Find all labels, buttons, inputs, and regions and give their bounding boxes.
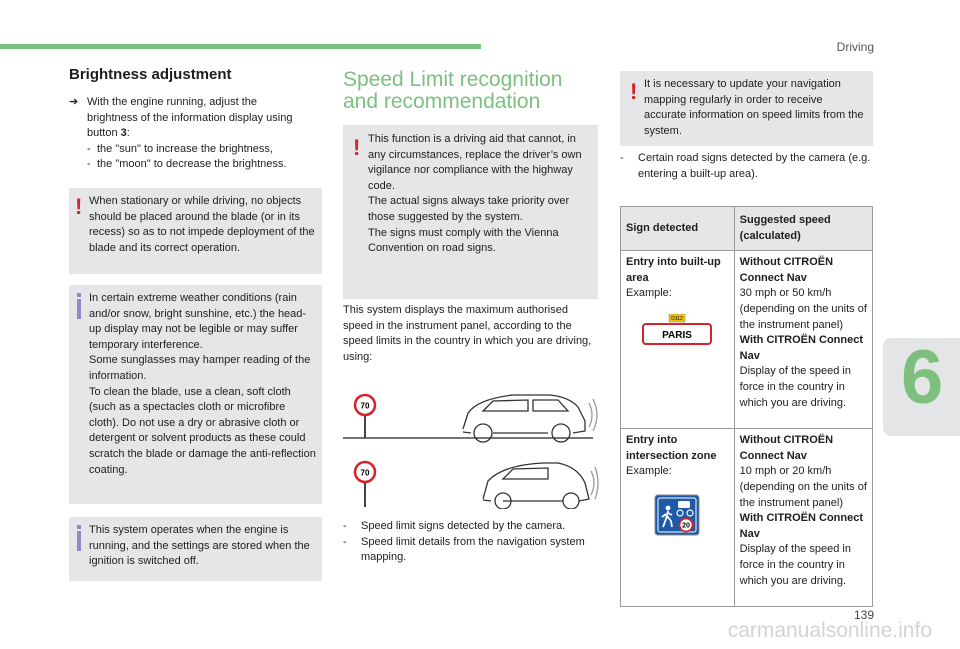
speed-cell (734, 429, 872, 607)
info-text: Some sunglasses may hamper reading of the information. (89, 354, 311, 382)
sign-table (620, 206, 873, 607)
blade-warning-text: When stationary or while driving, no objects should be placed around the blade (or in its recess) so as to not impede deployment of the blade and its correct operation. (89, 195, 315, 254)
chapter-tab (883, 335, 960, 436)
svg-text:D112: D112 (671, 315, 684, 322)
svg-text:20: 20 (682, 522, 691, 530)
weather-info-box (69, 285, 322, 504)
zone-sign-icon (654, 494, 700, 536)
speed-warning-box (343, 125, 598, 299)
warning-text: The signs must comply with the Vienna Convention on road signs. (368, 226, 559, 255)
nav-without: Without CITROËN Connect Nav (739, 256, 834, 284)
intro-line-1: With the engine running, adjust the (87, 96, 258, 108)
chapter-number: 6 (901, 335, 944, 420)
list-item: - the "moon" to decrease the brightness. (87, 158, 287, 171)
list-item: - Speed limit details from the navigation system mapping. (343, 535, 585, 564)
intro-line-2: brightness of the information display using (87, 111, 293, 124)
car-rear-icon (483, 463, 598, 509)
warning-icon: ! (353, 135, 361, 160)
sign-title: Entry into intersection zone (626, 434, 717, 462)
table-row (621, 429, 873, 607)
section-title: Driving (836, 40, 874, 54)
page-number: 139 (853, 608, 874, 622)
speed-sign-illustration (343, 383, 601, 509)
watermark: carmanualsonline.info (727, 619, 932, 642)
speed-value: 10 mph or 20 km/h (depending on the units of the instrument panel) (739, 465, 867, 509)
header-accent-bar (0, 44, 481, 49)
sign-title: Entry into built-up area (626, 256, 721, 284)
example-label: Example: (626, 287, 672, 300)
system-info-box (69, 517, 322, 581)
update-warning-box (620, 71, 873, 146)
column-header: Suggested speed (calculated) (734, 207, 872, 251)
speed-limit-heading: Speed Limit recognition and recommendation (343, 68, 563, 113)
brightness-bullets (69, 142, 322, 173)
list-item: - Certain road signs detected by the camera (e.g. entering a built-up area). (620, 152, 871, 180)
nav-with: With CITROËN Connect Nav (739, 334, 864, 362)
list-item: - Speed limit signs detected by the camera. (343, 520, 566, 532)
update-warning-text: It is necessary to update your navigation mapping regularly in order to receive accurate information on speed limits from the system. (644, 78, 864, 137)
warning-icon: ! (630, 79, 638, 104)
display-note: Display of the speed in force in the country in which you are driving. (739, 365, 851, 409)
town-sign-icon (641, 314, 713, 346)
speed-value: 30 mph or 50 km/h (depending on the units of the instrument panel) (739, 287, 867, 331)
table-row (621, 251, 873, 429)
list-item: - the "sun" to increase the brightness, (87, 142, 273, 155)
speed-cell (734, 251, 872, 429)
intro-line-3: button 3: (87, 127, 130, 140)
info-text: In certain extreme weather conditions (rain and/or snow, bright sunshine, etc.) the head-up display may not be legible or may suffer temporary interference. (89, 292, 307, 351)
sign-cell (621, 251, 735, 429)
sign-cell (621, 429, 735, 607)
arrow-icon: ➔ (69, 96, 79, 108)
warning-icon: ! (75, 194, 83, 219)
info-icon (77, 299, 81, 319)
nav-without: Without CITROËN Connect Nav (739, 434, 834, 462)
brightness-heading: Brightness adjustment (69, 66, 232, 83)
warning-text: The actual signs always take priority over those suggested by the system. (368, 195, 570, 223)
brightness-instructions (69, 95, 322, 173)
source-bullets (343, 519, 598, 566)
sign-value: 70 (360, 401, 370, 411)
svg-text:PARIS: PARIS (662, 329, 693, 341)
warning-text: This function is a driving aid that cannot, in any circumstances, replace the driver’s own vigilance nor compliance with the highway code. (368, 133, 582, 192)
column-header: Sign detected (621, 207, 735, 251)
blade-warning-box (69, 188, 322, 274)
example-label: Example: (626, 465, 672, 478)
system-info-text: This system operates when the engine is running, and the settings are stored when the ignition is switched off. (89, 524, 310, 568)
display-note: Display of the speed in force in the country in which you are driving. (739, 543, 851, 587)
table-header-row (621, 207, 873, 251)
info-text: To clean the blade, use a clean, soft cloth (such as a spectacles cloth or microfibre cloth). Do not use a dry or abrasive cloth or detergent or solvent products as these could scratch the blade or damage the anti-reflection coating. (89, 385, 316, 476)
camera-bullets (620, 151, 873, 182)
sign-value: 70 (360, 468, 370, 478)
info-icon (77, 531, 81, 551)
nav-with: With CITROËN Connect Nav (739, 512, 864, 540)
system-description: This system displays the maximum authorised speed in the instrument panel, according to the speed limits in the country in which you are driving, using: (343, 304, 592, 363)
car-side-icon (463, 395, 597, 442)
